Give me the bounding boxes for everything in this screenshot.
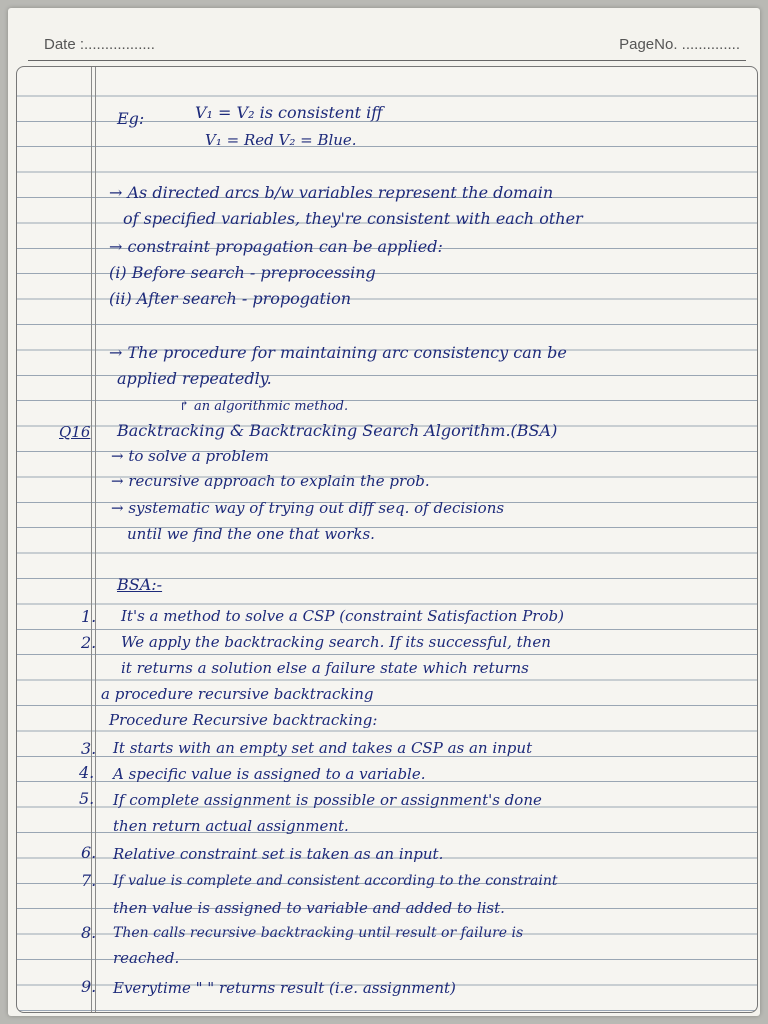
step-8-text: Then calls recursive backtracking until result or failure is bbox=[113, 925, 524, 941]
arc-line1: → As directed arcs b/w variables represent the domain bbox=[109, 183, 554, 202]
procedure-heading: Procedure Recursive backtracking: bbox=[109, 711, 378, 729]
q16-bullet-4: until we find the one that works. bbox=[127, 525, 375, 543]
notebook-page bbox=[8, 8, 760, 1016]
algo-note: ↱ an algorithmic method. bbox=[179, 399, 349, 414]
header-rule bbox=[28, 60, 746, 61]
eg-line2: V₁ = Red V₂ = Blue. bbox=[205, 131, 357, 149]
step-number: 1. bbox=[81, 607, 97, 626]
step-number: 9. bbox=[81, 977, 97, 996]
page-header bbox=[18, 16, 750, 66]
step-7-text: then value is assigned to variable and added to list. bbox=[113, 899, 505, 917]
step-5-text: If complete assignment is possible or assignment's done bbox=[113, 791, 542, 809]
prop-line3: (ii) After search - propogation bbox=[109, 289, 352, 308]
step-7-text: If value is complete and consistent according to the constraint bbox=[113, 873, 558, 889]
eg-label: Eg: bbox=[117, 109, 145, 128]
step-number: 3. bbox=[81, 739, 97, 758]
q16-bullet-3: → systematic way of trying out diff seq. of decisions bbox=[111, 499, 505, 517]
ruled-sheet bbox=[16, 66, 758, 1013]
proc-line1: → The procedure for maintaining arc consistency can be bbox=[109, 343, 567, 362]
q16-title: Backtracking & Backtracking Search Algorithm.(BSA) bbox=[117, 421, 558, 440]
prop-line2: (i) Before search - preprocessing bbox=[109, 263, 376, 282]
step-6-text: Relative constraint set is taken as an input. bbox=[113, 845, 444, 863]
step-number: 8. bbox=[81, 923, 97, 942]
step-1-text: It's a method to solve a CSP (constraint Satisfaction Prob) bbox=[121, 607, 564, 625]
bsa-heading: BSA:- bbox=[117, 575, 163, 594]
step-4-text: A specific value is assigned to a variable. bbox=[113, 765, 426, 783]
arc-line2: of specified variables, they're consistent with each other bbox=[123, 209, 583, 228]
eg-line1: V₁ = V₂ is consistent iff bbox=[195, 103, 383, 122]
step-number: 4. bbox=[79, 763, 95, 782]
page-number-label: PageNo. .............. bbox=[619, 36, 740, 53]
date-label: Date :................. bbox=[44, 36, 155, 53]
step-2-text: a procedure recursive backtracking bbox=[101, 685, 374, 703]
step-number: 5. bbox=[79, 789, 95, 808]
step-8-text: reached. bbox=[113, 949, 180, 967]
step-number: 6. bbox=[81, 843, 97, 862]
prop-line1: → constraint propagation can be applied: bbox=[109, 237, 443, 256]
proc-line2: applied repeatedly. bbox=[117, 369, 272, 388]
step-2-text: We apply the backtracking search. If its successful, then bbox=[121, 633, 551, 651]
step-number: 2. bbox=[81, 633, 97, 652]
step-3-text: It starts with an empty set and takes a CSP as an input bbox=[113, 739, 533, 757]
step-number: 7. bbox=[81, 871, 97, 890]
step-2-text: it returns a solution else a failure state which returns bbox=[121, 659, 529, 677]
q16-bullet-2: → recursive approach to explain the prob. bbox=[111, 472, 430, 490]
q16-bullet-1: → to solve a problem bbox=[111, 447, 269, 465]
step-9-text: Everytime " " returns result (i.e. assignment) bbox=[113, 979, 456, 997]
q16-label: Q16 bbox=[59, 423, 91, 441]
step-5-text: then return actual assignment. bbox=[113, 817, 349, 835]
